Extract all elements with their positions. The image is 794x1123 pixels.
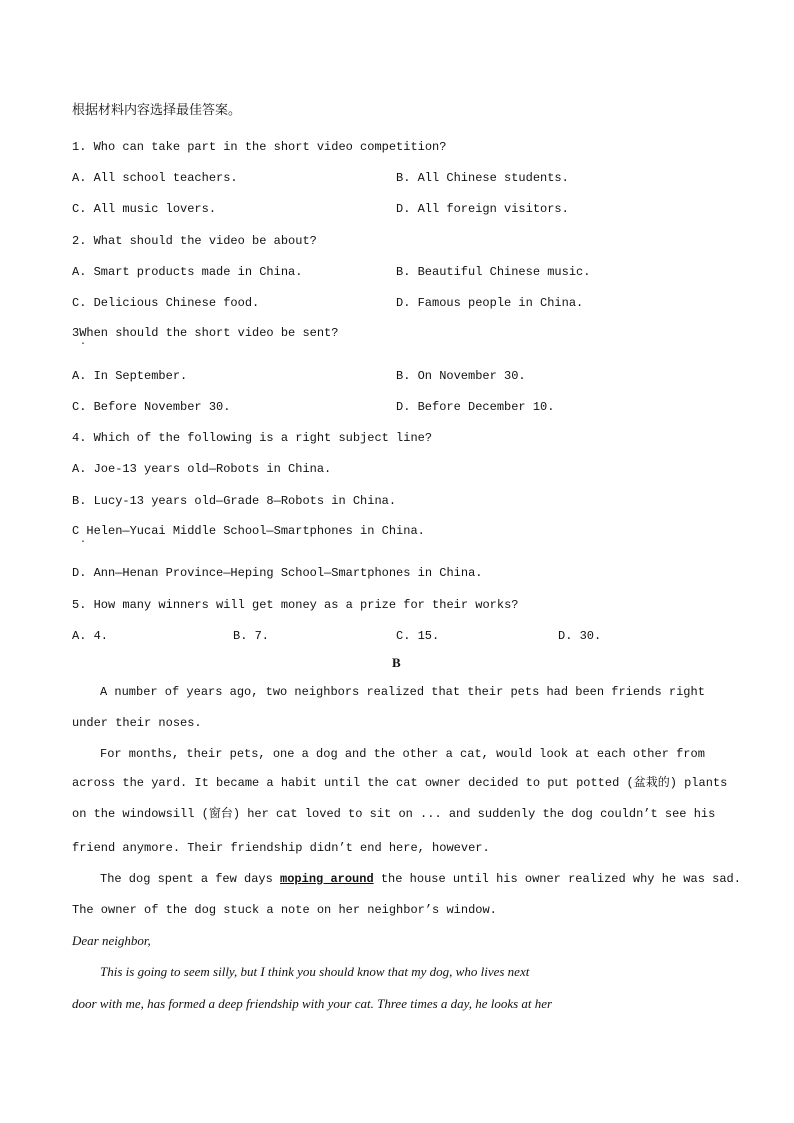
- letter-line: door with me, has formed a deep friendship with your cat. Three times a day, he looks at her: [72, 996, 553, 1011]
- option: C. All music lovers.: [72, 202, 217, 216]
- option: D. Before December 10.: [396, 400, 555, 414]
- passage-line: across the yard. It became a habit until the cat owner decided to put potted (盆栽的) plants: [72, 776, 728, 790]
- question-number: 3: [72, 326, 80, 340]
- passage-line: [100, 871, 741, 887]
- option: B. 7.: [233, 629, 270, 643]
- option: D. 30.: [558, 629, 602, 643]
- dot-mark: ·: [80, 537, 87, 548]
- option: C Helen—Yucai Middle School—Smartphones in China.: [72, 524, 425, 538]
- option: C. Before November 30.: [72, 400, 231, 414]
- option: D. All foreign visitors.: [396, 202, 569, 216]
- option: B. Beautiful Chinese music.: [396, 265, 591, 279]
- option: B. On November 30.: [396, 369, 526, 383]
- question-text: When should the short video be sent?: [79, 326, 339, 340]
- passage-line: under their noses.: [72, 716, 202, 730]
- passage-text: the house until his owner realized why he was sad.: [373, 872, 741, 886]
- passage-line: The owner of the dog stuck a note on her neighbor’s window.: [72, 903, 497, 917]
- option: A. All school teachers.: [72, 171, 238, 185]
- option: A. Joe-13 years old—Robots in China.: [72, 462, 332, 476]
- option: D. Ann—Henan Province—Heping School—Smartphones in China.: [72, 566, 483, 580]
- question-stem: 1. Who can take part in the short video competition?: [72, 140, 447, 154]
- question-stem: 2. What should the video be about?: [72, 234, 317, 248]
- passage-line: on the windowsill (窗台) her cat loved to sit on ... and suddenly the dog couldn’t see his: [72, 807, 716, 821]
- letter-greeting: Dear neighbor,: [72, 933, 151, 948]
- passage-line: For months, their pets, one a dog and the other a cat, would look at each other from: [100, 747, 705, 761]
- question-stem: [72, 325, 338, 341]
- option: A. 4.: [72, 629, 109, 643]
- option: B. Lucy-13 years old—Grade 8—Robots in China.: [72, 494, 397, 508]
- passage-text: The dog spent a few days: [100, 872, 281, 886]
- passage-line: A number of years ago, two neighbors realized that their pets had been friends right: [100, 685, 705, 699]
- passage-line: friend anymore. Their friendship didn’t end here, however.: [72, 841, 490, 855]
- question-stem: 4. Which of the following is a right subject line?: [72, 431, 433, 445]
- option: A. In September.: [72, 369, 188, 383]
- section-heading: B: [392, 655, 401, 670]
- highlighted-phrase: moping around: [280, 872, 374, 886]
- letter-line: This is going to seem silly, but I think you should know that my dog, who lives next: [100, 964, 530, 979]
- instruction: 根据材料内容选择最佳答案。: [72, 103, 242, 118]
- option: C. 15.: [396, 629, 440, 643]
- option: D. Famous people in China.: [396, 296, 584, 310]
- option: C. Delicious Chinese food.: [72, 296, 260, 310]
- option: B. All Chinese students.: [396, 171, 569, 185]
- dot-mark: ·: [80, 339, 87, 350]
- option: A. Smart products made in China.: [72, 265, 303, 279]
- question-stem: 5. How many winners will get money as a prize for their works?: [72, 598, 519, 612]
